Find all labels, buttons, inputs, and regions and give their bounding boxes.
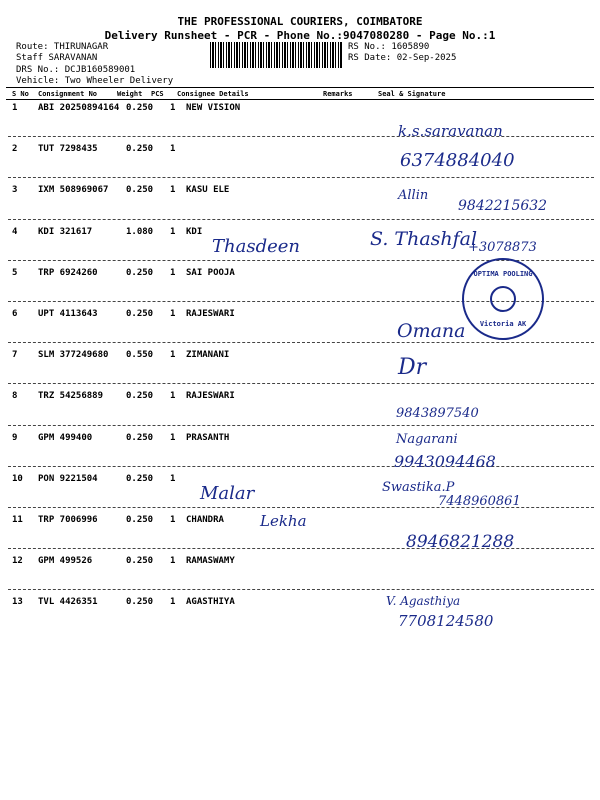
- signature-1: k.s.saravanan: [398, 122, 503, 140]
- row-pcs: 1: [170, 473, 176, 484]
- signature-2: 6374884040: [400, 150, 515, 171]
- row-consignee: KASU ELE: [186, 185, 230, 196]
- row-divider: [8, 383, 594, 384]
- col-sno: S No: [12, 90, 29, 98]
- row-consignee: PRASANTH: [186, 432, 230, 443]
- row-consignment-no: TUT 7298435: [38, 144, 98, 155]
- signature-12: 9943094468: [394, 452, 496, 471]
- col-seal-signature: Seal & Signature: [378, 90, 446, 98]
- row-pcs: 1: [170, 432, 176, 443]
- row-pcs: 1: [170, 515, 176, 525]
- row-consignee: SAI POOJA: [186, 267, 235, 278]
- staff-label: Staff SARAVANAN: [16, 53, 98, 63]
- row-sno: 1: [12, 103, 18, 113]
- row-consignee: KDI: [186, 226, 203, 237]
- row-sno: 5: [12, 267, 18, 278]
- row-divider: [8, 425, 594, 426]
- signature-18: V. Agasthiya: [386, 594, 461, 608]
- company-title: THE PROFESSIONAL COURIERS, COIMBATORE: [177, 15, 423, 28]
- col-consignee: Consignee Details: [177, 90, 249, 98]
- row-consignee: ZIMANANI: [186, 350, 230, 361]
- header-bottom-rule: [6, 99, 594, 100]
- rs-number: RS No.: 1605890: [348, 42, 430, 52]
- row-consignment-no: GPM 499400: [38, 432, 93, 443]
- signature-9: Dr: [398, 355, 427, 380]
- row-weight: 0.250: [126, 185, 154, 196]
- row-weight: 0.250: [126, 432, 154, 443]
- barcode: [210, 42, 342, 68]
- row-pcs: 1: [170, 144, 176, 155]
- row-pcs: 1: [170, 267, 176, 278]
- row-sno: 11: [12, 515, 23, 525]
- row-weight: 0.250: [126, 267, 154, 278]
- row-pcs: 1: [170, 556, 176, 567]
- rs-date: RS Date: 02-Sep-2025: [348, 53, 457, 63]
- row-pcs: 1: [170, 597, 176, 608]
- signature-19: 7708124580: [398, 612, 494, 630]
- signature-8: Omana: [397, 320, 466, 342]
- row-weight: 0.250: [126, 597, 154, 608]
- row-consignment-no: TRP 6924260: [38, 267, 98, 278]
- row-weight: 0.250: [126, 144, 154, 155]
- row-divider: [8, 342, 594, 343]
- header-top-rule: [6, 87, 594, 88]
- signature-14: Swastika.P: [382, 480, 455, 495]
- row-sno: 4: [12, 226, 18, 237]
- signature-3: Allin: [398, 188, 429, 203]
- signature-15: 7448960861: [438, 494, 521, 509]
- row-consignment-no: TRZ 54256889: [38, 391, 104, 402]
- drs-label: DRS No.: DCJB160589001: [16, 65, 136, 75]
- row-sno: 8: [12, 391, 18, 402]
- row-consignment-no: TRP 7006996: [38, 515, 98, 525]
- row-pcs: 1: [170, 185, 176, 196]
- row-sno: 7: [12, 350, 18, 361]
- row-sno: 13: [12, 597, 23, 608]
- runsheet-subtitle: Delivery Runsheet - PCR - Phone No.:9047080280 - Page No.:1: [104, 29, 496, 42]
- signature-4: 9842215632: [458, 198, 548, 214]
- row-consignee: RAJESWARI: [186, 391, 235, 402]
- row-consignment-no: IXM 508969067: [38, 185, 109, 196]
- row-consignee: RAMASWAMY: [186, 556, 235, 567]
- row-sno: 3: [12, 185, 18, 196]
- row-weight: 1.080: [126, 226, 154, 237]
- company-seal-stamp: OPTIMA POOLING Victoria AK: [462, 258, 544, 340]
- row-consignment-no: SLM 377249680: [38, 350, 109, 361]
- row-consignee: NEW VISION: [186, 103, 241, 113]
- signature-11: Nagarani: [396, 432, 458, 447]
- signature-6: S. Thashfal: [370, 228, 478, 250]
- row-sno: 2: [12, 144, 18, 155]
- row-consignment-no: KDI 321617: [38, 226, 93, 237]
- row-sno: 6: [12, 309, 18, 319]
- row-pcs: 1: [170, 103, 176, 113]
- row-consignment-no: ABI 20250894164: [38, 103, 120, 113]
- row-consignee: CHANDRA: [186, 515, 224, 525]
- route-label: Route: THIRUNAGAR: [16, 42, 109, 52]
- col-pcs: PCS: [151, 90, 164, 98]
- row-consignee: RAJESWARI: [186, 309, 235, 319]
- row-sno: 10: [12, 473, 23, 484]
- row-sno: 9: [12, 432, 18, 443]
- row-pcs: 1: [170, 391, 176, 402]
- row-divider: [8, 136, 594, 137]
- signature-7: +3078873: [468, 240, 537, 255]
- row-weight: 0.250: [126, 556, 154, 567]
- signature-17: 8946821288: [406, 532, 515, 552]
- signature-13: Malar: [200, 483, 255, 504]
- row-weight: 0.250: [126, 473, 154, 484]
- row-divider: [8, 177, 594, 178]
- row-divider: [8, 219, 594, 220]
- row-weight: 0.250: [126, 103, 154, 113]
- col-remarks: Remarks: [323, 90, 353, 98]
- row-divider: [8, 466, 594, 467]
- col-weight: Weight: [117, 90, 143, 98]
- row-weight: 0.250: [126, 391, 154, 402]
- signature-10: 9843897540: [396, 406, 479, 421]
- row-consignment-no: TVL 4426351: [38, 597, 98, 608]
- row-weight: 0.250: [126, 515, 154, 525]
- row-consignment-no: PON 9221504: [38, 473, 98, 484]
- row-consignee: AGASTHIYA: [186, 597, 235, 608]
- row-weight: 0.550: [126, 350, 154, 361]
- row-weight: 0.250: [126, 309, 154, 319]
- row-pcs: 1: [170, 226, 176, 237]
- row-divider: [8, 589, 594, 590]
- signature-16: Lekha: [260, 512, 307, 530]
- row-pcs: 1: [170, 350, 176, 361]
- row-consignment-no: GPM 499526: [38, 556, 93, 567]
- signature-5: Thasdeen: [212, 236, 300, 257]
- col-consignment: Consignment No: [38, 90, 98, 98]
- row-consignment-no: UPT 4113643: [38, 309, 98, 319]
- vehicle-label: Vehicle: Two Wheeler Delivery: [16, 76, 174, 86]
- row-sno: 12: [12, 556, 23, 567]
- row-pcs: 1: [170, 309, 176, 319]
